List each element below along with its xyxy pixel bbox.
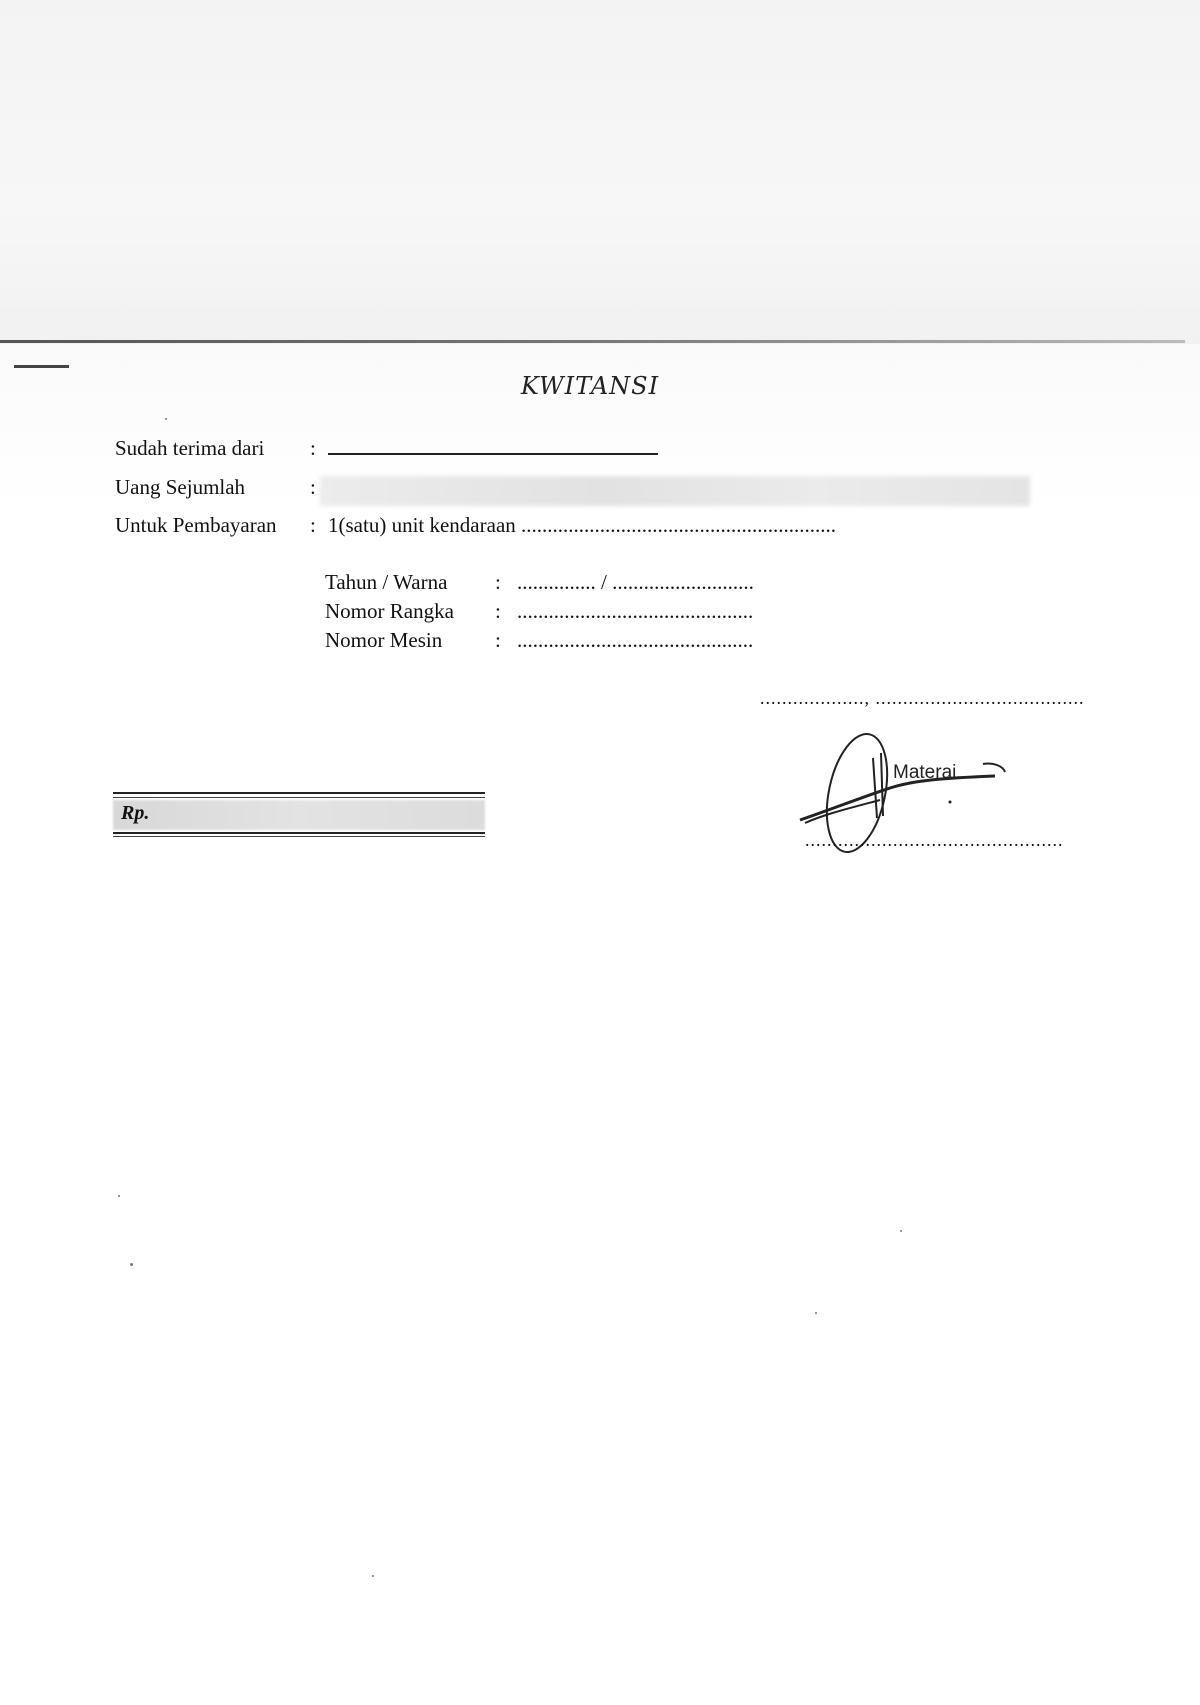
signature-line: ............................................... — [805, 830, 1064, 850]
vehicle-label: Nomor Rangka — [325, 599, 454, 623]
field-amount-words: Uang Sejumlah : — [115, 475, 316, 499]
stamp-label: Materai — [893, 762, 957, 783]
field-received-from: Sudah terima dari : — [115, 435, 658, 461]
fold-mark — [14, 365, 69, 368]
scan-speck — [815, 1312, 817, 1314]
scan-shadow — [0, 0, 1200, 345]
vehicle-label: Tahun / Warna — [325, 570, 448, 594]
vehicle-value: ............................................. — [517, 599, 754, 623]
scan-speck — [165, 418, 167, 420]
vehicle-label: Nomor Mesin — [325, 628, 443, 652]
redacted-amount-figure — [113, 800, 485, 830]
place-date-line: ..................., ...................................... — [760, 688, 1085, 708]
vehicle-value: ............................................. — [517, 628, 754, 652]
scan-speck — [900, 1230, 902, 1232]
vehicle-chassis-number: Nomor Rangka : ............................................. — [325, 599, 754, 623]
vehicle-year-color: Tahun / Warna : ............... / ........................... — [325, 570, 754, 594]
field-label: Untuk Pembayaran — [115, 513, 277, 537]
receipt-title: KWITANSI — [520, 372, 660, 400]
received-from-blank — [328, 435, 658, 455]
field-payment-for: Untuk Pembayaran : 1(satu) unit kendaraan ............................................................ — [115, 513, 837, 537]
field-value: 1(satu) unit kendaraan ............................................................ — [328, 513, 837, 537]
scan-speck — [372, 1575, 374, 1577]
paper-fold-line — [0, 340, 1185, 343]
amount-box — [113, 792, 485, 838]
vehicle-value: ............... / ........................... — [517, 570, 754, 594]
vehicle-engine-number: Nomor Mesin : ............................................. — [325, 628, 754, 652]
scan-speck — [130, 1263, 133, 1266]
redacted-amount — [320, 476, 1030, 506]
amount-label: Rp. — [121, 802, 150, 824]
field-label: Sudah terima dari — [115, 436, 265, 460]
field-label: Uang Sejumlah — [115, 475, 246, 499]
scan-speck — [118, 1195, 120, 1197]
